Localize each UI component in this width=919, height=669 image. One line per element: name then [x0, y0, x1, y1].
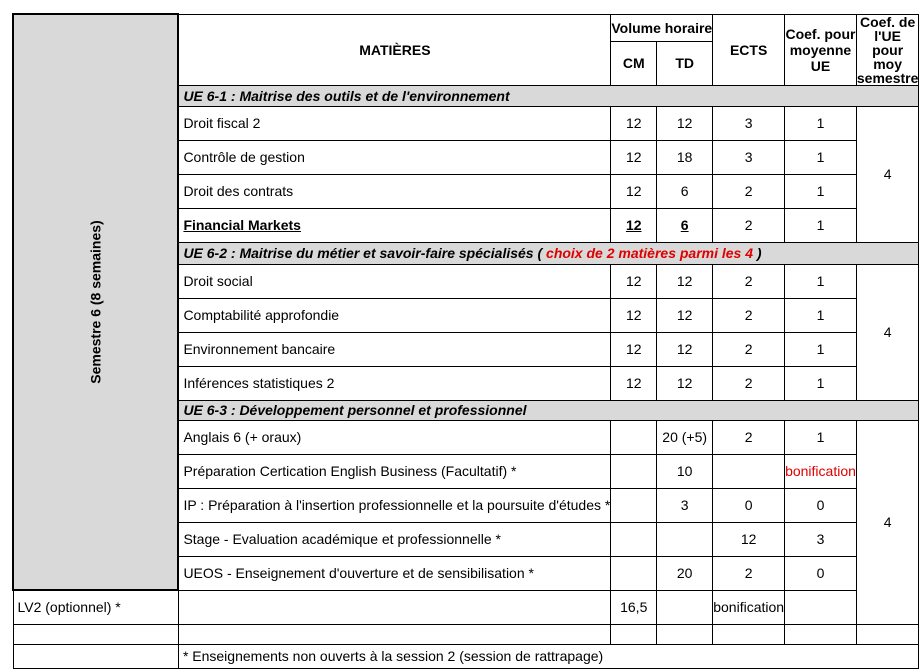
course-ects: 2 — [713, 332, 785, 366]
course-td: 16,5 — [611, 590, 657, 624]
course-coef: 1 — [785, 332, 857, 366]
course-name: LV2 (optionnel) * — [13, 590, 178, 624]
header-td: TD — [657, 41, 713, 85]
course-td: 12 — [657, 366, 713, 400]
spacer-cell — [657, 624, 713, 644]
course-td: 12 — [657, 264, 713, 298]
course-td: 18 — [657, 140, 713, 174]
course-ects: 2 — [713, 174, 785, 208]
course-coef: 0 — [785, 488, 857, 522]
ue3-title: UE 6-3 : Développement personnel et professionnel — [178, 400, 918, 420]
course-cm — [611, 522, 657, 556]
course-td: 20 (+5) — [657, 420, 713, 454]
course-cm: 12 — [611, 140, 657, 174]
course-name: Financial Markets — [178, 208, 610, 242]
ue1-coef: 4 — [856, 106, 919, 242]
course-table — [12, 13, 919, 669]
header-coef-moyenne-ue: Coef. pour moyenne UE — [785, 14, 857, 85]
course-name: Comptabilité approfondie — [178, 298, 610, 332]
semester-label: Semestre 6 (8 semaines) — [87, 220, 104, 384]
ue2-title-text: UE 6-2 : Maitrise du métier et savoir-faire spécialisés ( — [183, 245, 543, 261]
course-name: Anglais 6 (+ oraux) — [178, 420, 610, 454]
course-cm: 12 — [611, 264, 657, 298]
ue2-title-end: ) — [756, 245, 762, 261]
course-name: Droit des contrats — [178, 174, 610, 208]
course-coef: 3 — [785, 522, 857, 556]
course-coef: 1 — [785, 366, 857, 400]
course-td: 12 — [657, 298, 713, 332]
course-coef: 1 — [785, 140, 857, 174]
course-cm — [611, 420, 657, 454]
course-td: 3 — [657, 488, 713, 522]
course-td: 12 — [657, 106, 713, 140]
course-cm — [178, 590, 610, 624]
course-ects — [713, 454, 785, 488]
course-name: Droit social — [178, 264, 610, 298]
course-ects: 3 — [713, 106, 785, 140]
course-cm: 12 — [611, 208, 657, 242]
spacer-cell — [713, 624, 785, 644]
course-cm: 12 — [611, 298, 657, 332]
course-ects: 2 — [713, 208, 785, 242]
header-volume-horaire: Volume horaire — [611, 14, 713, 41]
header-cm: CM — [611, 41, 657, 85]
course-name: Stage - Evaluation académique et professionnelle * — [178, 522, 610, 556]
course-coef: bonification — [785, 454, 857, 488]
course-name: Droit fiscal 2 — [178, 106, 610, 140]
course-cm — [611, 556, 657, 590]
course-ects — [657, 590, 713, 624]
course-cm: 12 — [611, 106, 657, 140]
course-name: UEOS - Enseignement d'ouverture et de sensibilisation * — [178, 556, 610, 590]
course-coef: 1 — [785, 420, 857, 454]
course-ects: 12 — [713, 522, 785, 556]
course-coef: 1 — [785, 298, 857, 332]
spacer-cell — [178, 624, 610, 644]
header-coef-ue-semestre: Coef. de l'UE pour moy semestre — [856, 13, 919, 86]
spacer-cell — [785, 624, 857, 644]
course-cm — [611, 454, 657, 488]
course-coef: bonification — [713, 590, 785, 624]
spacer-cell — [611, 624, 657, 644]
course-ects: 2 — [713, 264, 785, 298]
footnote: * Enseignements non ouverts à la session 2 (session de rattrapage) — [178, 644, 918, 668]
course-cm: 12 — [611, 332, 657, 366]
course-name: Contrôle de gestion — [178, 140, 610, 174]
course-coef: 1 — [785, 264, 857, 298]
course-cm: 12 — [611, 366, 657, 400]
course-td: 6 — [657, 174, 713, 208]
course-coef: 1 — [785, 174, 857, 208]
table-row — [13, 590, 919, 624]
header-matieres: MATIÈRES — [178, 14, 610, 85]
spacer-cell — [856, 624, 919, 644]
ue2-title — [178, 242, 918, 264]
header-ects: ECTS — [713, 14, 785, 85]
ue3-coef: 4 — [856, 420, 919, 624]
spacer-cell — [13, 624, 178, 644]
course-td: 12 — [657, 332, 713, 366]
course-td: 20 — [657, 556, 713, 590]
ue1-title: UE 6-1 : Maitrise des outils et de l'environnement — [178, 85, 918, 106]
ue2-title-highlight: choix de 2 matières parmi les 4 — [546, 245, 754, 261]
course-name: Préparation Certication English Business (Facultatif) * — [178, 454, 610, 488]
course-name: Inférences statistiques 2 — [178, 366, 610, 400]
spacer-cell — [13, 644, 178, 668]
course-name: Environnement bancaire — [178, 332, 610, 366]
course-coef: 1 — [785, 106, 857, 140]
course-ects: 2 — [713, 556, 785, 590]
course-ects: 3 — [713, 140, 785, 174]
course-name: IP : Préparation à l'insertion professionnelle et la poursuite d'études * — [178, 488, 610, 522]
course-td — [657, 522, 713, 556]
course-coef: 1 — [785, 208, 857, 242]
course-cm — [611, 488, 657, 522]
course-ects: 2 — [713, 420, 785, 454]
semester-label-cell — [13, 14, 178, 590]
ue2-coef: 4 — [856, 264, 919, 400]
course-cm: 12 — [611, 174, 657, 208]
course-coef: 0 — [785, 556, 857, 590]
course-ects: 2 — [713, 298, 785, 332]
course-ects: 0 — [713, 488, 785, 522]
course-td: 6 — [657, 208, 713, 242]
course-ects: 2 — [713, 366, 785, 400]
course-td: 10 — [657, 454, 713, 488]
